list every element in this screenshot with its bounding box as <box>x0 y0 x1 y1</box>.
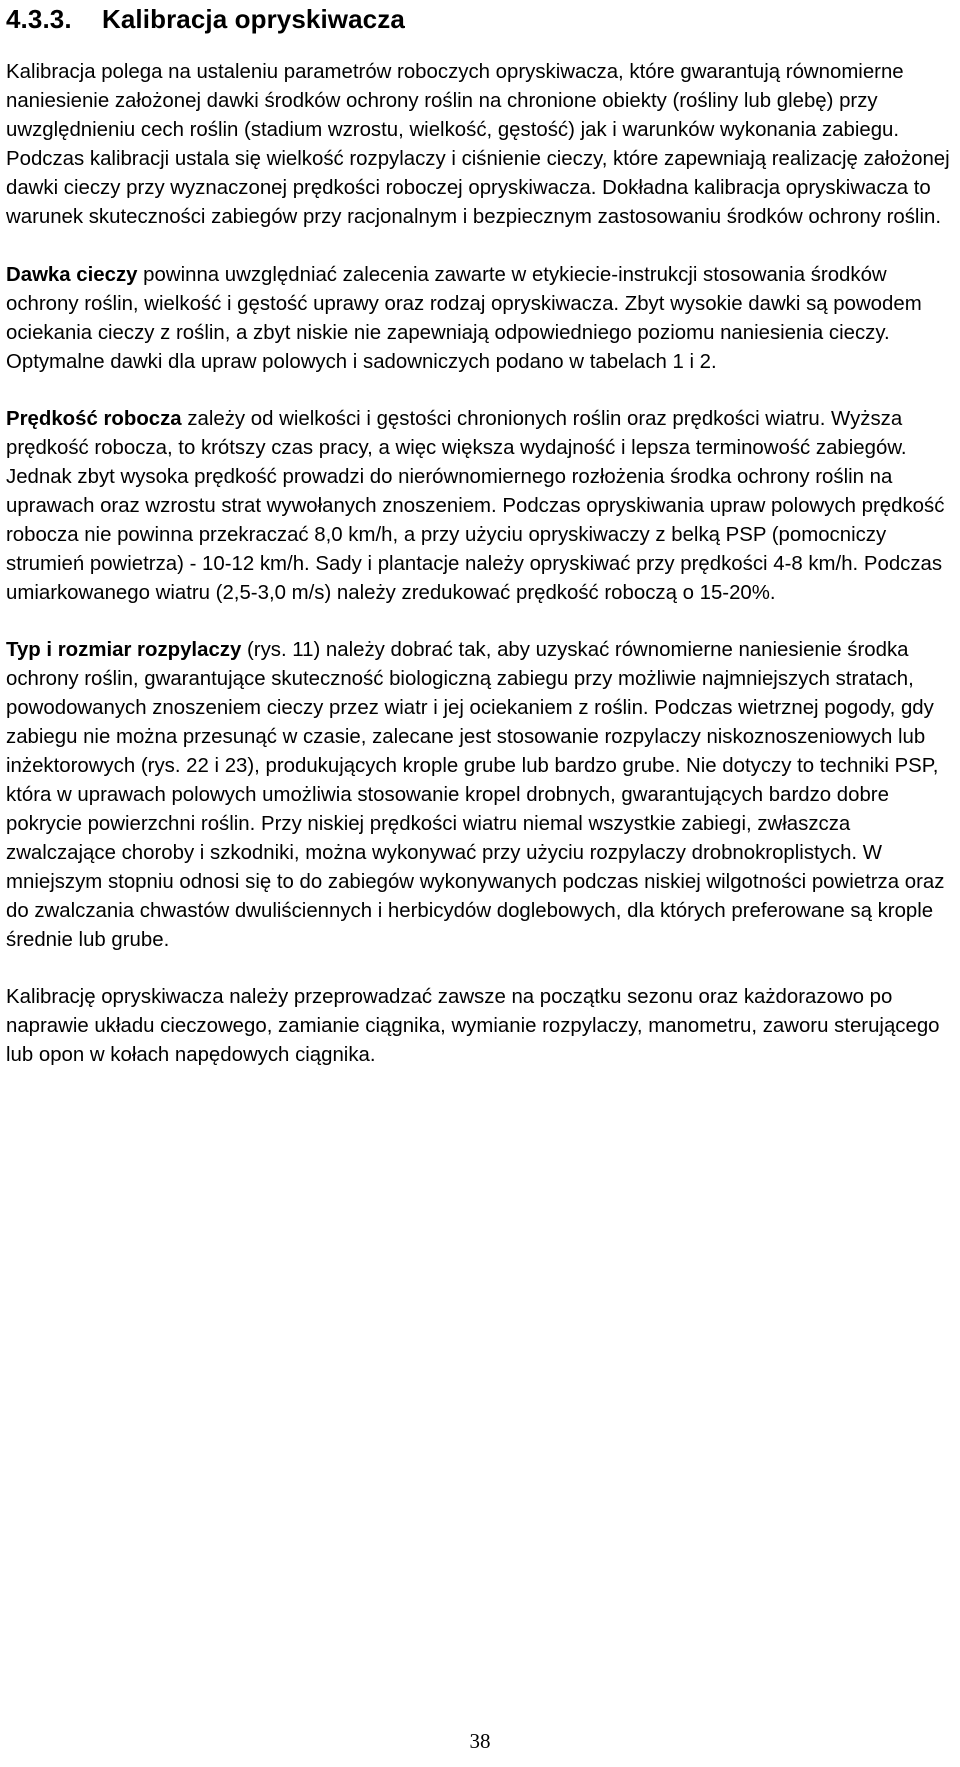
page-number: 38 <box>469 1729 491 1753</box>
section-number: 4.3.3. <box>6 4 72 34</box>
paragraph-text: zależy od wielkości i gęstości chronionych roślin oraz prędkości wiatru. Wyższa prędkość robocza, to krótszy czas pracy, a więc większa wydajność i lepsza terminowość zabiegów. Jednak zbyt wysoka prędkość prowadzi do nierównomiernego rozłożenia środka ochrony roślin na uprawach oraz wzrostu strat wywołanych znoszeniem. Podczas opryskiwania upraw polowych prędkość robocza nie powinna przekraczać 8,0 km/h, a przy użyciu opryskiwaczy z belką PSP (pomocniczy strumień powietrza) - 10-12 km/h. Sady i plantacje należy opryskiwać przy prędkości 4-8 km/h. Podczas umiarkowanego wiatru (2,5-3,0 m/s) należy zredukować prędkość roboczą o 15-20%. <box>6 408 945 604</box>
paragraph-text: powinna uwzględniać zalecenia zawarte w etykiecie-instrukcji stosowania środków ochrony roślin, wielkość i gęstość uprawy oraz rodzaj opryskiwacza. Zbyt wysokie dawki są powodem ociekania cieczy z roślin, a zbyt niskie nie zapewniają odpowiedniego poziomu naniesienia cieczy. Optymalne dawki dla upraw polowych i sadowniczych podano w tabelach 1 i 2. <box>6 264 922 373</box>
paragraph-lead: Prędkość robocza <box>6 408 182 430</box>
section-heading <box>6 0 954 36</box>
paragraph-typ-rozpylaczy <box>6 636 956 955</box>
paragraph-text: Kalibrację opryskiwacza należy przeprowadzać zawsze na początku sezonu oraz każdorazowo po naprawie układu cieczowego, zamianie ciągnika, wymianie rozpylaczy, manometru, zaworu sterującego lub opon w kołach napędowych ciągnika. <box>6 986 940 1066</box>
section-title: Kalibracja opryskiwacza <box>102 4 405 34</box>
paragraph-dawka-cieczy <box>6 261 956 377</box>
paragraph-lead: Typ i rozmiar rozpylaczy <box>6 639 242 661</box>
paragraph-kalibracja-sezon <box>6 983 956 1070</box>
paragraph-text: (rys. 11) należy dobrać tak, aby uzyskać równomierne naniesienie środka ochrony roślin, gwarantujące skuteczność biologiczną zabiegu przy możliwie najmniejszych stratach, powodowanych znoszeniem cieczy przez wiatr i jej ociekaniem z roślin. Podczas wietrznej pogody, gdy zabiegu nie można przesunąć w czasie, zalecane jest stosowanie rozpylaczy niskoznoszeniowych lub inżektorowych (rys. 22 i 23), produkujących krople grube lub bardzo grube. Nie dotyczy to techniki PSP, która w uprawach polowych umożliwia stosowanie kropel drobnych, gwarantujących bardzo dobre pokrycie powierzchni roślin. Przy niskiej prędkości wiatru niemal wszystkie zabiegi, zwłaszcza zwalczające choroby i szkodniki, można wykonywać przy użyciu rozpylaczy drobnokroplistych. W mniejszym stopniu odnosi się to do zabiegów wykonywanych podczas niskiej wilgotności powietrza oraz do zwalczania chwastów dwuliściennych i herbicydów doglebowych, dla których preferowane są krople średnie lub grube. <box>6 639 945 951</box>
paragraph-predkosc-robocza <box>6 405 956 608</box>
body-text <box>6 58 956 1098</box>
paragraph-text: Kalibracja polega na ustaleniu parametrów roboczych opryskiwacza, które gwarantują równomierne naniesienie założonej dawki środków ochrony roślin na chronione obiekty (rośliny lub glebę) przy uwzględnieniu cech roślin (stadium wzrostu, wielkość, gęstość) jak i warunków wykonania zabiegu. Podczas kalibracji ustala się wielkość rozpylaczy i ciśnienie cieczy, które zapewniają realizację założonej dawki cieczy przy wyznaczonej prędkości roboczej opryskiwacza. Dokładna kalibracja opryskiwacza to warunek skuteczności zabiegów przy racjonalnym i bezpiecznym zastosowaniu środków ochrony roślin. <box>6 61 950 228</box>
paragraph-intro <box>6 58 956 232</box>
paragraph-lead: Dawka cieczy <box>6 264 138 286</box>
